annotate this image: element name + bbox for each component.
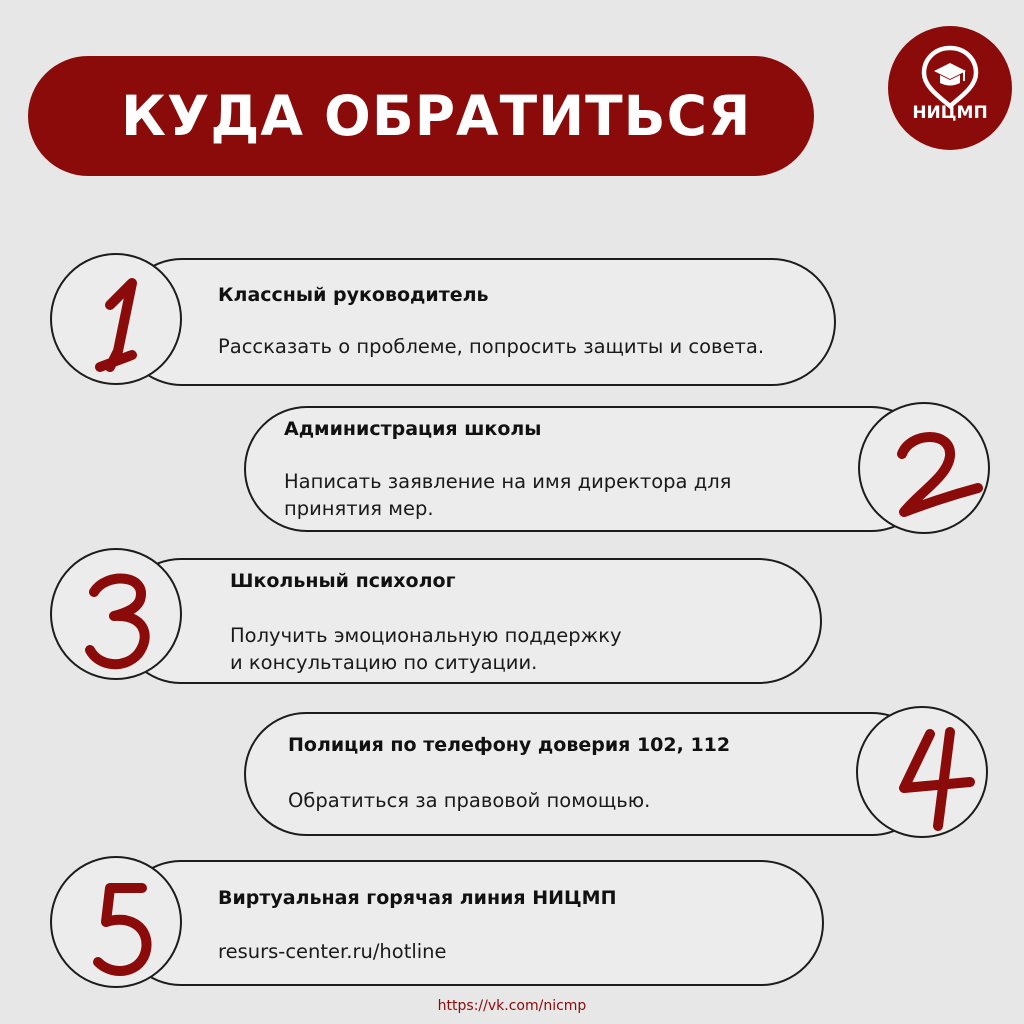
list-item-3-description: Получить эмоциональную поддержку и консультацию по ситуации. [230, 624, 622, 674]
list-item-2-title: Администрация школы [284, 418, 542, 440]
title-banner [28, 56, 814, 176]
logo-text: НИЦМП [912, 103, 988, 123]
list-item-1-pill [118, 258, 836, 386]
page-title: КУДА ОБРАТИТЬСЯ [121, 84, 752, 148]
number-2-icon [860, 404, 992, 536]
graduation-cap-pin-icon [888, 26, 1012, 150]
number-badge-3 [50, 548, 182, 680]
logo [888, 26, 1012, 150]
number-5-icon [52, 858, 184, 990]
list-item-1-description: Рассказать о проблеме, попросить защиты и совета. [218, 335, 765, 358]
number-1-icon [52, 255, 184, 387]
number-badge-1 [50, 253, 182, 385]
list-item-3-title: Школьный психолог [230, 570, 456, 592]
hotline-link[interactable]: resurs-center.ru/hotline [218, 940, 447, 963]
list-item-5-pill [118, 860, 824, 986]
number-4-icon [858, 708, 990, 840]
number-badge-4 [856, 706, 988, 838]
list-item-4-description: Обратиться за правовой помощью. [288, 789, 651, 812]
number-3-icon [52, 550, 184, 682]
number-badge-5 [50, 856, 182, 988]
number-badge-2 [858, 402, 990, 534]
list-item-5-title: Виртуальная горячая линия НИЦМП [218, 887, 617, 909]
list-item-4-pill [244, 712, 934, 836]
footer-link[interactable]: https://vk.com/nicmp [437, 998, 587, 1014]
list-item-1-title: Классный руководитель [218, 284, 489, 306]
list-item-4-title: Полиция по телефону доверия 102, 112 [288, 734, 731, 756]
list-item-2-description: Написать заявление на имя директора для принятия мер. [284, 470, 732, 520]
